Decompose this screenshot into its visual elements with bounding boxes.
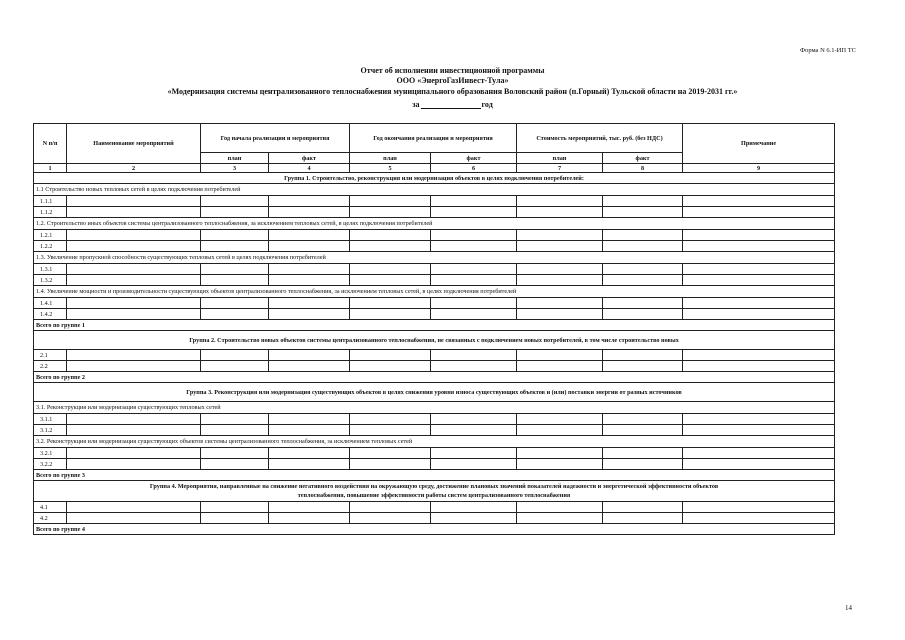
group4-title xyxy=(34,481,835,502)
section-title: 1.2. Строительство иных объектов системы централизованного теплоснабжения, за исключением тепловых сетей, в целях подключения потребителей xyxy=(34,218,835,230)
table-row xyxy=(34,502,835,513)
col-number: 6 xyxy=(431,164,517,173)
fact-header: факт xyxy=(603,153,683,164)
col-number: 9 xyxy=(683,164,835,173)
report-title: Отчет об исполнении инвестиционной программы xyxy=(360,66,545,75)
plan-header: план xyxy=(517,153,603,164)
col-note-header: Примечание xyxy=(683,124,835,164)
group2-total: Всего по группе 2 xyxy=(34,372,835,383)
program-name: «Модернизация системы централизованного теплоснабжения муниципального образования Воловский район (п.Горный) Тульской области на 2019-2031 гг.» xyxy=(167,87,738,96)
group3-total: Всего по группе 3 xyxy=(34,470,835,481)
section-title: 1.4. Увеличение мощности и производительности существующих объектов централизованного теплоснабжения, за исключением тепловых сетей, в целях подключения потребителей xyxy=(34,286,835,298)
table-row xyxy=(34,309,835,320)
company-name: ООО «ЭнергоГазИнвест-Тула» xyxy=(396,76,509,85)
group4-title-line2: теплоснабжения, повышение эффективности работы систем централизованного теплоснабжения xyxy=(297,492,571,499)
row-number: 1.2.2 xyxy=(34,241,67,252)
section-title: 3.2. Реконструкция или модернизация существующих объектов системы централизованного теплоснабжения, за исключением тепловых сетей xyxy=(34,436,835,448)
group1-total: Всего по группе 1 xyxy=(34,320,835,331)
col-number: 5 xyxy=(350,164,431,173)
col-number: 4 xyxy=(269,164,350,173)
row-number: 3.1.1 xyxy=(34,414,67,425)
table-row xyxy=(34,196,835,207)
section-title: 1.3. Увеличение пропускной способности существующих тепловых сетей в целях подключения потребителей xyxy=(34,252,835,264)
year-suffix: год xyxy=(481,100,493,109)
row-number: 3.2.1 xyxy=(34,448,67,459)
report-year-line xyxy=(0,100,905,109)
row-number: 1.3.2 xyxy=(34,275,67,286)
fact-header: факт xyxy=(269,153,350,164)
table-row xyxy=(34,207,835,218)
form-number: Форма N 6.1-ИП ТС xyxy=(799,47,856,54)
col-end-header: Год окончания реализации и мероприятия xyxy=(350,124,517,153)
row-number: 1.1.2 xyxy=(34,207,67,218)
col-num-header: N п/п xyxy=(34,124,67,164)
section-title: 3.1. Реконструкция или модернизация существующих тепловых сетей xyxy=(34,402,835,414)
table-row xyxy=(34,241,835,252)
col-number: 2 xyxy=(67,164,201,173)
row-number: 1.4.1 xyxy=(34,298,67,309)
year-blank xyxy=(421,100,481,109)
row-number: 1.2.1 xyxy=(34,230,67,241)
row-number: 2.1 xyxy=(34,350,67,361)
group1-title: Группа 1. Строительство, реконструкция или модернизация объектов в целях подключения потребителей: xyxy=(34,173,835,184)
fact-header: факт xyxy=(431,153,517,164)
table-row xyxy=(34,459,835,470)
table-row xyxy=(34,230,835,241)
row-number: 1.3.1 xyxy=(34,264,67,275)
page-number: 14 xyxy=(845,604,852,612)
plan-header: план xyxy=(201,153,269,164)
col-cost-header: Стоимость мероприятий, тыс. руб. (без НДС) xyxy=(517,124,683,153)
group4-title-line1: Группа 4. Мероприятия, направленные на снижение негативного воздействия на окружающую среду, достижение плановых значений показателей надежности и энергетической эффективности объектов xyxy=(149,483,719,490)
row-number: 1.4.2 xyxy=(34,309,67,320)
year-prefix: за xyxy=(412,100,420,109)
col-number: 1 xyxy=(34,164,67,173)
table-row xyxy=(34,350,835,361)
col-number: 7 xyxy=(517,164,603,173)
table-row xyxy=(34,414,835,425)
row-number: 1.1.1 xyxy=(34,196,67,207)
table-row xyxy=(34,425,835,436)
group3-title: Группа 3. Реконструкция или модернизация существующих объектов в целях снижения уровня износа существующих объектов и (или) поставки энергии от разных источников xyxy=(34,383,835,402)
row-number: 4.1 xyxy=(34,502,67,513)
row-number: 3.2.2 xyxy=(34,459,67,470)
plan-header: план xyxy=(350,153,431,164)
section-title: 1.1 Строительство новых тепловых сетей в целях подключения потребителей xyxy=(34,184,835,196)
table-row xyxy=(34,264,835,275)
row-number: 3.1.2 xyxy=(34,425,67,436)
column-numbers-row xyxy=(34,164,835,173)
row-number: 2.2 xyxy=(34,361,67,372)
col-number: 3 xyxy=(201,164,269,173)
table-row xyxy=(34,448,835,459)
col-start-header: Год начала реализации и мероприятия xyxy=(201,124,350,153)
group4-total: Всего по группе 4 xyxy=(34,524,835,535)
col-number: 8 xyxy=(603,164,683,173)
table-row xyxy=(34,513,835,524)
table-row xyxy=(34,275,835,286)
row-number: 4.2 xyxy=(34,513,67,524)
investment-program-table xyxy=(33,123,835,535)
col-name-header: Наименование мероприятий xyxy=(67,124,201,164)
table-row xyxy=(34,298,835,309)
group2-title: Группа 2. Строительство новых объектов системы централизованного теплоснабжения, не связанных с подключением новых потребителей, в том числе строительство новых xyxy=(34,331,835,350)
table-row xyxy=(34,361,835,372)
